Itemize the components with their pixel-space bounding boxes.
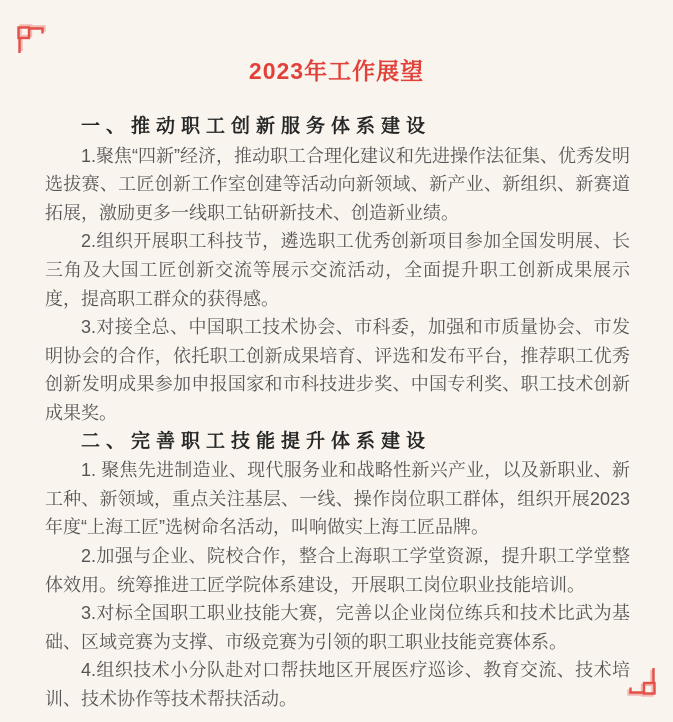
page-title: 2023年工作展望 (248, 58, 425, 84)
corner-ornament-icon (626, 665, 658, 697)
paragraph: 1.聚焦“四新”经济，推动职工合理化建议和先进操作法征集、优秀发明选拔赛、工匠创新工作室创建等活动向新领域、新产业、新组织、新赛道拓展，激励更多一线职工钻研新技术、创造新业绩。 (45, 145, 630, 223)
corner-ornament-icon (15, 24, 47, 56)
paragraph: 3.对标全国职工职业技能大赛，完善以企业岗位练兵和技术比武为基础、区域竞赛为支撑、市级竞赛为引领的职工职业技能竞赛体系。 (45, 603, 630, 652)
paragraph: 2.加强与企业、院校合作，整合上海职工学堂资源，提升职工学堂整体效用。统筹推进工匠学院体系建设，开展职工岗位职业技能培训。 (45, 545, 630, 595)
paragraph: 2.组织开展职工科技节，遴选职工优秀创新项目参加全国发明展、长三角及大国工匠创新交流等展示交流活动，全面提升职工创新成果展示度，提高职工群众的获得感。 (45, 231, 630, 309)
section-1-heading: 一、推动职工创新服务体系建设 (81, 116, 432, 137)
paragraph: 3.对接全总、中国职工技术协会、市科委，加强和市质量协会、市发明协会的合作，依托职工创新成果培育、评选和发布平台，推荐职工优秀创新发明成果参加申报国家和市科技进步奖、中国专利奖、职工技术创新成果奖。 (45, 317, 630, 423)
paragraph: 4.组织技术小分队赴对口帮扶地区开展医疗巡诊、教育交流、技术培训、技术协作等技术帮扶活动。 (45, 660, 630, 709)
paragraph: 1. 聚焦先进制造业、现代服务业和战略性新兴产业，以及新职业、新工种、新领域，重点关注基层、一线、操作岗位职工群体，组织开展2023年度“上海工匠”选树命名活动，叫响做实上海工匠品牌。 (45, 460, 630, 538)
section-2-heading: 二、完善职工技能提升体系建设 (81, 430, 432, 452)
document-body (0, 113, 673, 713)
